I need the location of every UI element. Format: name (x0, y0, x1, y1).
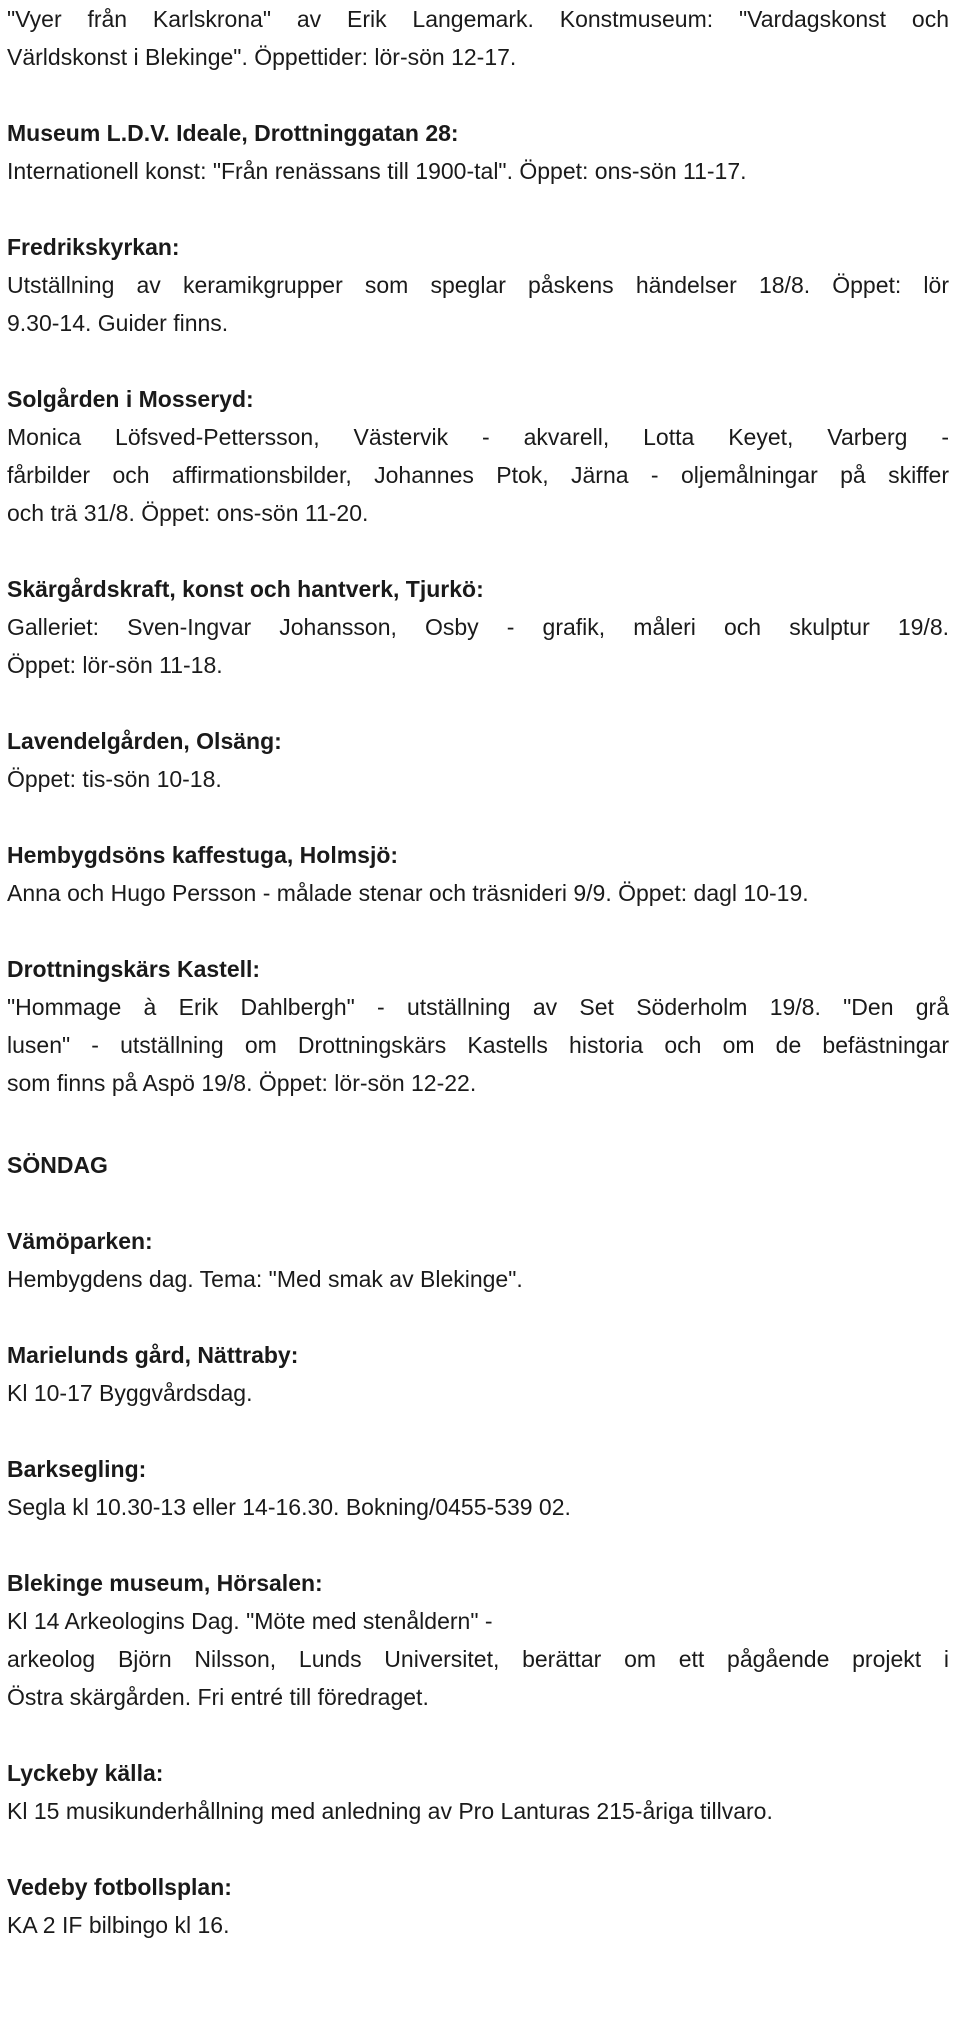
text-line: arkeolog Björn Nilsson, Lunds Universitet, berättar om ett pågående projekt i (7, 1646, 949, 1672)
event-heading: Hembygdsöns kaffestuga, Holmsjö: (7, 842, 399, 868)
event-heading: Solgården i Mosseryd: (7, 386, 254, 412)
text-line: "Hommage à Erik Dahlbergh" - utställning av Set Söderholm 19/8. "Den grå (7, 994, 949, 1020)
event-solgarden-mosseryd (7, 380, 957, 532)
text-line: lusen" - utställning om Drottningskärs Kastells historia och om de befästningar (7, 1032, 949, 1058)
spacer (7, 1716, 957, 1754)
event-heading: Fredrikskyrkan: (7, 234, 180, 260)
spacer (7, 342, 957, 380)
document-page (7, 0, 957, 1944)
event-marielunds-gard (7, 1336, 957, 1412)
event-heading: Barksegling: (7, 1456, 147, 1482)
spacer (7, 684, 957, 722)
text-line: Galleriet: Sven-Ingvar Johansson, Osby - grafik, måleri och skulptur 19/8. (7, 614, 949, 640)
spacer (7, 1412, 957, 1450)
text-line: som finns på Aspö 19/8. Öppet: lör-sön 12-22. (7, 1070, 477, 1096)
spacer (7, 1526, 957, 1564)
text-line: och trä 31/8. Öppet: ons-sön 11-20. (7, 500, 369, 526)
event-blekinge-museum-horsalen (7, 1564, 957, 1716)
event-hembygdsons-kaffestuga (7, 836, 957, 912)
event-lyckeby-kalla (7, 1754, 957, 1830)
event-fredrikskyrkan (7, 228, 957, 342)
text-line: Östra skärgården. Fri entré till föredraget. (7, 1684, 429, 1710)
text-line: Världskonst i Blekinge". Öppettider: lör-sön 12-17. (7, 44, 517, 70)
spacer (7, 76, 957, 114)
text-line: Öppet: lör-sön 11-18. (7, 652, 223, 678)
day-heading: SÖNDAG (7, 1152, 108, 1178)
event-heading: Marielunds gård, Nättraby: (7, 1342, 299, 1368)
text-line: Hembygdens dag. Tema: "Med smak av Blekinge". (7, 1266, 523, 1292)
spacer (7, 532, 957, 570)
intro-paragraph (7, 0, 957, 76)
event-museum-ldv-ideale (7, 114, 957, 190)
text-line: Segla kl 10.30-13 eller 14-16.30. Bokning/0455-539 02. (7, 1494, 571, 1520)
event-vamoparken (7, 1222, 957, 1298)
event-heading: Drottningskärs Kastell: (7, 956, 261, 982)
event-vedeby-fotbollsplan (7, 1868, 957, 1944)
spacer (7, 1830, 957, 1868)
event-heading: Blekinge museum, Hörsalen: (7, 1570, 323, 1596)
event-heading: Lavendelgården, Olsäng: (7, 728, 282, 754)
spacer (7, 1298, 957, 1336)
text-line: Kl 10-17 Byggvårdsdag. (7, 1380, 253, 1406)
event-barksegling (7, 1450, 957, 1526)
spacer (7, 1102, 957, 1146)
text-line: Monica Löfsved-Pettersson, Västervik - akvarell, Lotta Keyet, Varberg - (7, 424, 949, 450)
event-lavendelgarden-olsang (7, 722, 957, 798)
text-line: Öppet: tis-sön 10-18. (7, 766, 222, 792)
spacer (7, 798, 957, 836)
event-skargardskraft-tjurko (7, 570, 957, 684)
text-line: Kl 14 Arkeologins Dag. "Möte med stenåldern" - (7, 1608, 493, 1634)
text-line: KA 2 IF bilbingo kl 16. (7, 1912, 230, 1938)
text-line: Anna och Hugo Persson - målade stenar och träsnideri 9/9. Öppet: dagl 10-19. (7, 880, 809, 906)
text-line: Kl 15 musikunderhållning med anledning av Pro Lanturas 215-åriga tillvaro. (7, 1798, 773, 1824)
text-line: Utställning av keramikgrupper som speglar påskens händelser 18/8. Öppet: lör (7, 272, 949, 298)
event-heading: Vämöparken: (7, 1228, 153, 1254)
event-drottningskars-kastell (7, 950, 957, 1102)
spacer (7, 1184, 957, 1222)
event-heading: Skärgårdskraft, konst och hantverk, Tjurkö: (7, 576, 484, 602)
event-heading: Museum L.D.V. Ideale, Drottninggatan 28: (7, 120, 459, 146)
event-heading: Vedeby fotbollsplan: (7, 1874, 232, 1900)
text-line: 9.30-14. Guider finns. (7, 310, 229, 336)
text-line: Internationell konst: "Från renässans till 1900-tal". Öppet: ons-sön 11-17. (7, 158, 747, 184)
text-line: fårbilder och affirmationsbilder, Johannes Ptok, Järna - oljemålningar på skiffer (7, 462, 949, 488)
spacer (7, 190, 957, 228)
spacer (7, 912, 957, 950)
text-line: "Vyer från Karlskrona" av Erik Langemark. Konstmuseum: "Vardagskonst och (7, 6, 949, 32)
event-heading: Lyckeby källa: (7, 1760, 164, 1786)
